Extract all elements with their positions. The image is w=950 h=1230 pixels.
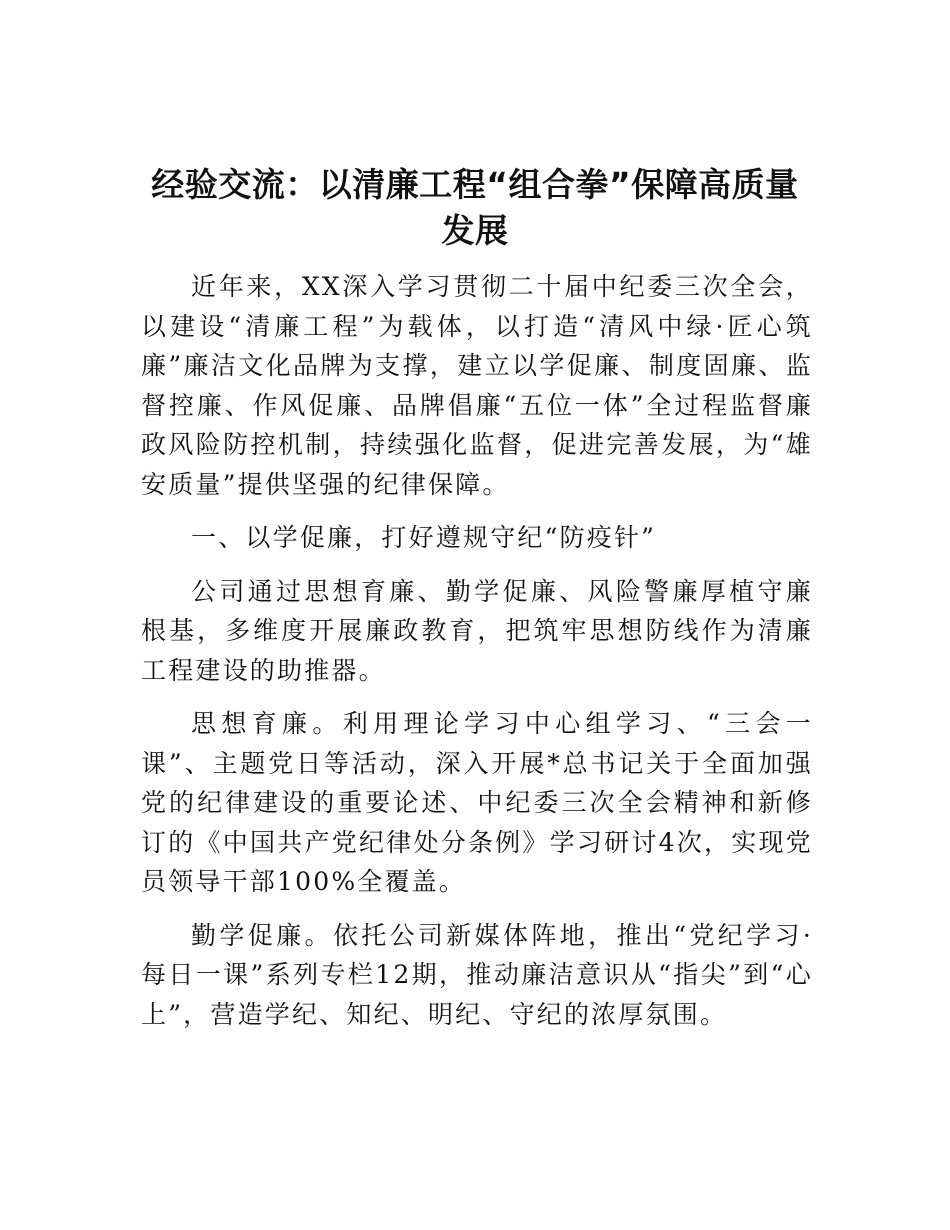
paragraph-intro: 近年来，XX深入学习贯彻二十届中纪委三次全会，以建设“清廉工程”为载体，以打造“清风中绿·匠心筑廉”廉洁文化品牌为支撑，建立以学促廉、制度固廉、监督控廉、作风促廉、品牌倡廉“五位一体”全过程监督廉政风险防控机制，持续强化监督，促进完善发展，为“雄安质量”提供坚强的纪律保障。 [141, 272, 813, 499]
paragraph-section-1-summary: 公司通过思想育廉、勤学促廉、风险警廉厚植守廉根基，多维度开展廉政教育，把筑牢思想防线作为清廉工程建设的助推器。 [141, 576, 813, 685]
paragraph-diligent-learning: 勤学促廉。依托公司新媒体阵地，推出“党纪学习·每日一课”系列专栏12期，推动廉洁意识从“指尖”到“心上”，营造学纪、知纪、明纪、守纪的浓厚氛围。 [141, 920, 813, 1029]
paragraph-ideological-integrity: 思想育廉。利用理论学习中心组学习、“三会一课”、主题党日等活动，深入开展*总书记关于全面加强党的纪律建设的重要论述、中纪委三次全会精神和新修订的《中国共产党纪律处分条例》学习研讨4次，实现党员领导干部100%全覆盖。 [141, 709, 813, 896]
section-heading-1: 一、以学促廉，打好遵规守纪“防疫针” [191, 523, 657, 552]
document-body [141, 267, 813, 1048]
document-title: 经验交流：以清廉工程“组合拳”保障高质量发展 [151, 165, 799, 250]
